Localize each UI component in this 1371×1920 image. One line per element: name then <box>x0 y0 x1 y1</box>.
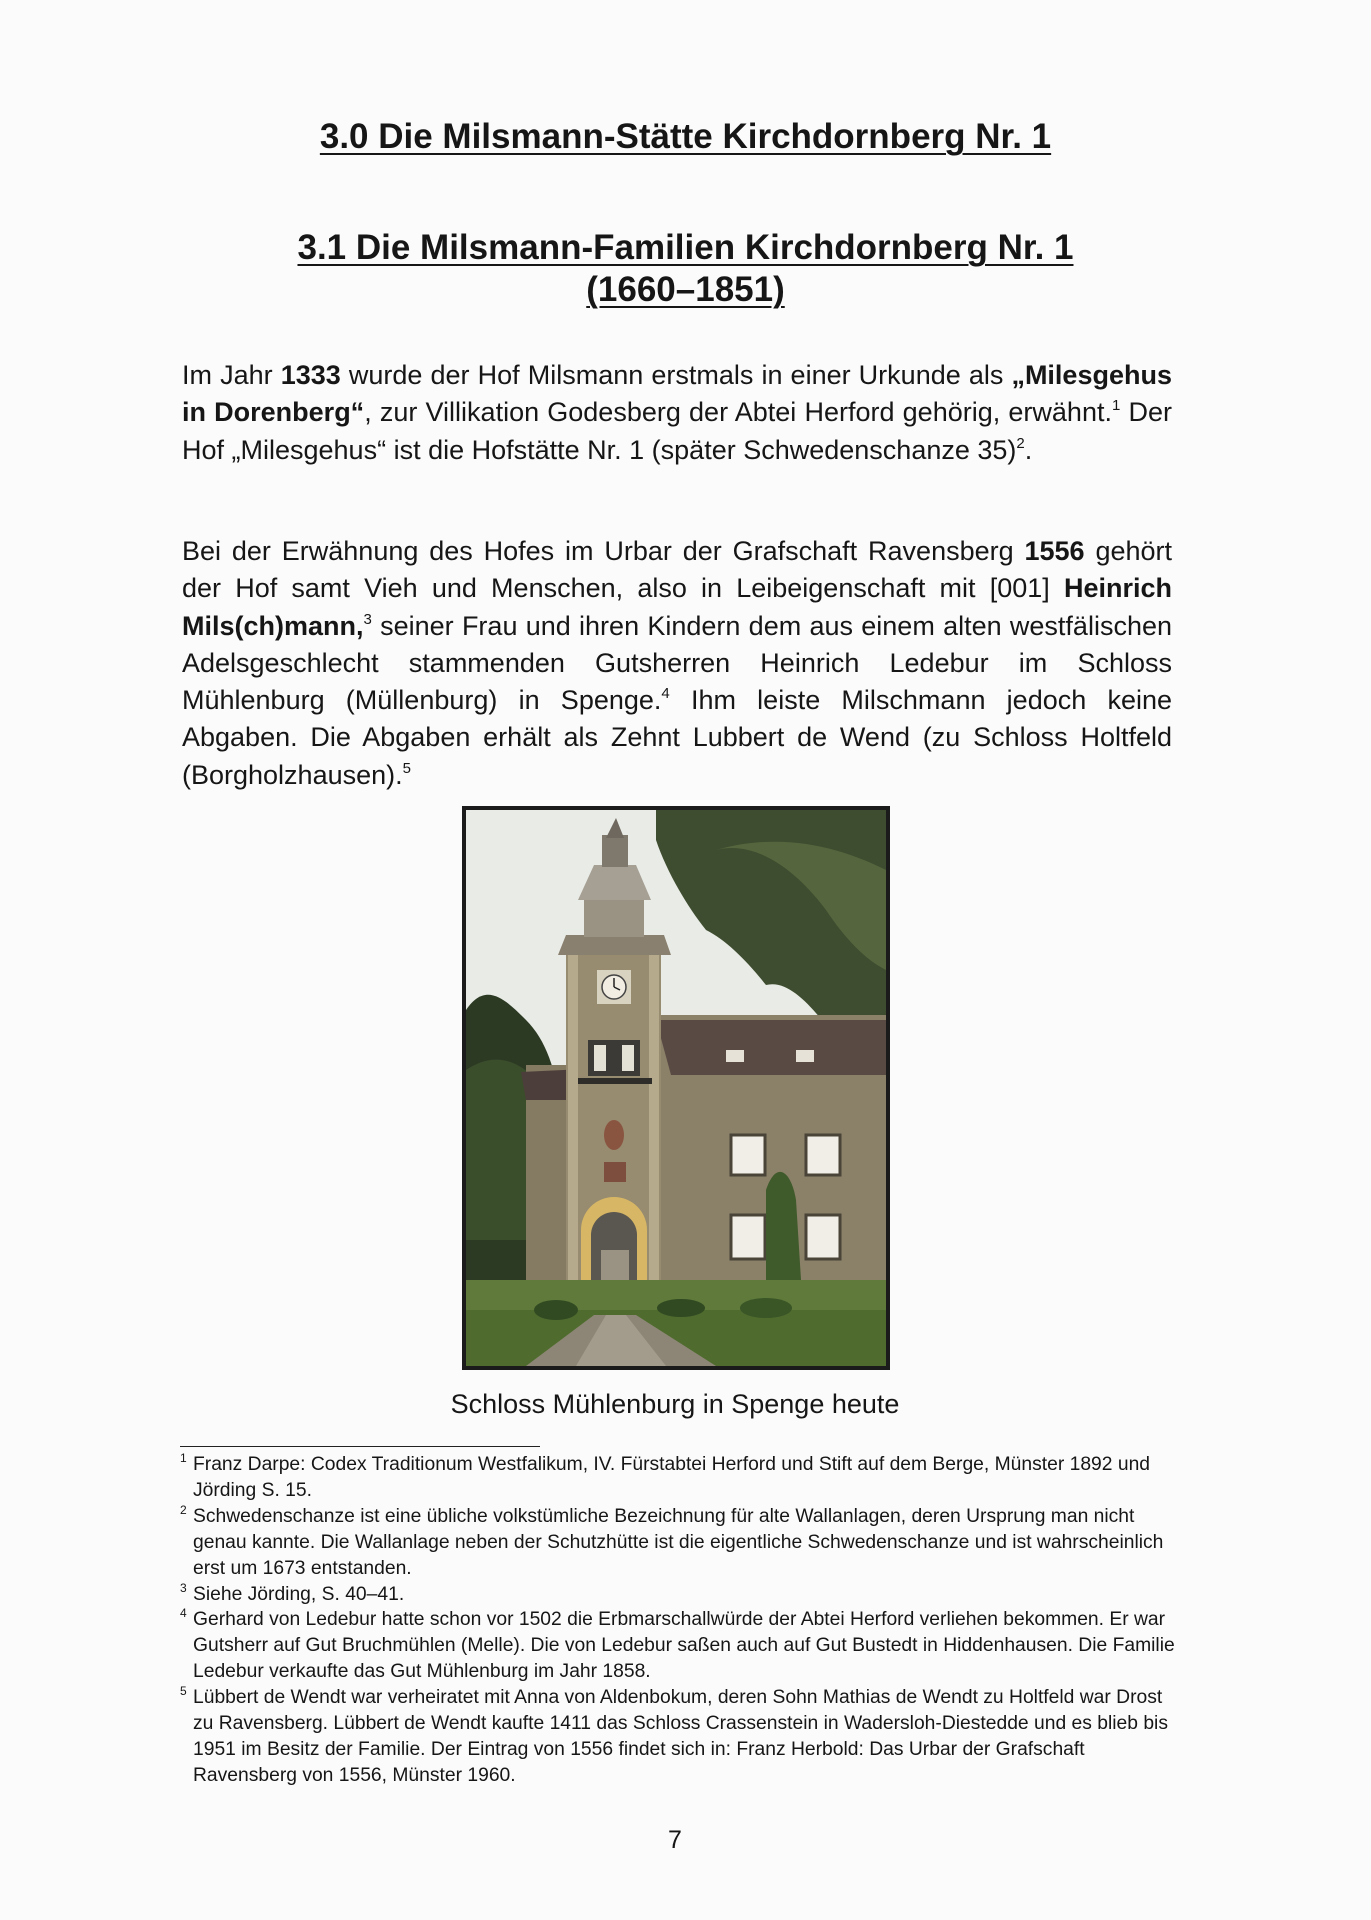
footnote-separator <box>180 1446 540 1447</box>
footnote-5: 5 Lübbert de Wendt war verheiratet mit Anna von Aldenbokum, deren Sohn Mathias de Wendt zu Holtfeld war Drost zu Ravensberg. Lübbert de Wendt kaufte 1411 das Schloss Crassenstein in Wadersloh-Diestedde und es blieb bis 1951 im Besitz der Familie. Der Eintrag von 1556 findet sich in: Franz Herbold: Das Urbar der Grafschaft Ravensberg von 1556, Münster 1960. <box>180 1684 1168 1786</box>
chapter-heading: 3.0 Die Milsmann-Stätte Kirchdornberg Nr. 1 <box>319 117 1052 156</box>
footnotes <box>180 1452 1180 1789</box>
footnote-2: 2 Schwedenschanze ist eine übliche volkstümliche Bezeichnung für alte Wallanlagen, deren Ursprung man nicht genau kannte. Die Wallanlage neben der Schutzhütte ist die eigentliche Schwedenschanze und ist wahrscheinlich erst um 1673 entstanden. <box>180 1502 1164 1579</box>
footnote-4: 4 Gerhard von Ledebur hatte schon vor 1502 die Erbmarschallwürde der Abtei Herford verliehen bekommen. Er war Gutsherr auf Gut Bruchmühlen (Melle). Die von Ledebur saßen auch auf Gut Bustedt in Hiddenhausen. Die Familie Ledebur verkaufte das Gut Mühlenburg im Jahr 1858. <box>180 1606 1175 1683</box>
paragraph-2: Bei der Erwähnung des Hofes im Urbar der Grafschaft Ravensberg 1556 gehört der Hof samt Vieh und Menschen, also in Leibeigenschaft mit [001] Heinrich Mils(ch)mann,$^3$ seiner Frau und ihren Kindern dem aus einem alten westfälischen Adelsgeschlecht stammenden Gutsherren Heinrich Ledebur im Schloss Mühlenburg (Müllenburg) in Spenge.$^4$ Ihm leiste Milschmann jedoch keine Abgaben. Die Abgaben erhält als Zehnt Lubbert de Wend (zu Schloss Holtfeld (Borgholzhausen).$^5$ <box>182 536 1173 790</box>
footnote-ref-2: 2 <box>1016 434 1025 452</box>
photo-caption: Schloss Mühlenburg in Spenge heute <box>450 1389 900 1419</box>
section-heading-line1: 3.1 Die Milsmann-Familien Kirchdornberg Nr. 1 <box>297 228 1074 267</box>
footnote-3: 3 Siehe Jörding, S. 40–41. <box>180 1580 405 1605</box>
footnote-ref-3: 3 <box>363 610 372 628</box>
castle-photo <box>462 806 890 1370</box>
footnote-ref-5: 5 <box>402 759 411 777</box>
section-heading-line2: (1660–1851) <box>586 270 785 309</box>
footnote-ref-1: 1 <box>1111 397 1121 415</box>
footnote-1: 1 Franz Darpe: Codex Traditionum Westfalikum, IV. Fürstabtei Herford und Stift auf dem Berge, Münster 1892 und Jörding S. 15. <box>180 1451 1151 1501</box>
footnote-ref-4: 4 <box>661 685 670 703</box>
section-heading <box>0 228 1371 310</box>
paragraph-1: Im Jahr 1333 wurde der Hof Milsmann erstmals in einer Urkunde als „Milesgehus in Dorenberg“, zur Villikation Godesberg der Abtei Herford gehörig, erwähnt.$^1$ Der Hof „Milesgehus“ ist die Hofstätte Nr. 1 (später Schwedenschanze 35)$^2$. <box>182 360 1172 465</box>
page-number: 7 <box>668 1826 682 1854</box>
